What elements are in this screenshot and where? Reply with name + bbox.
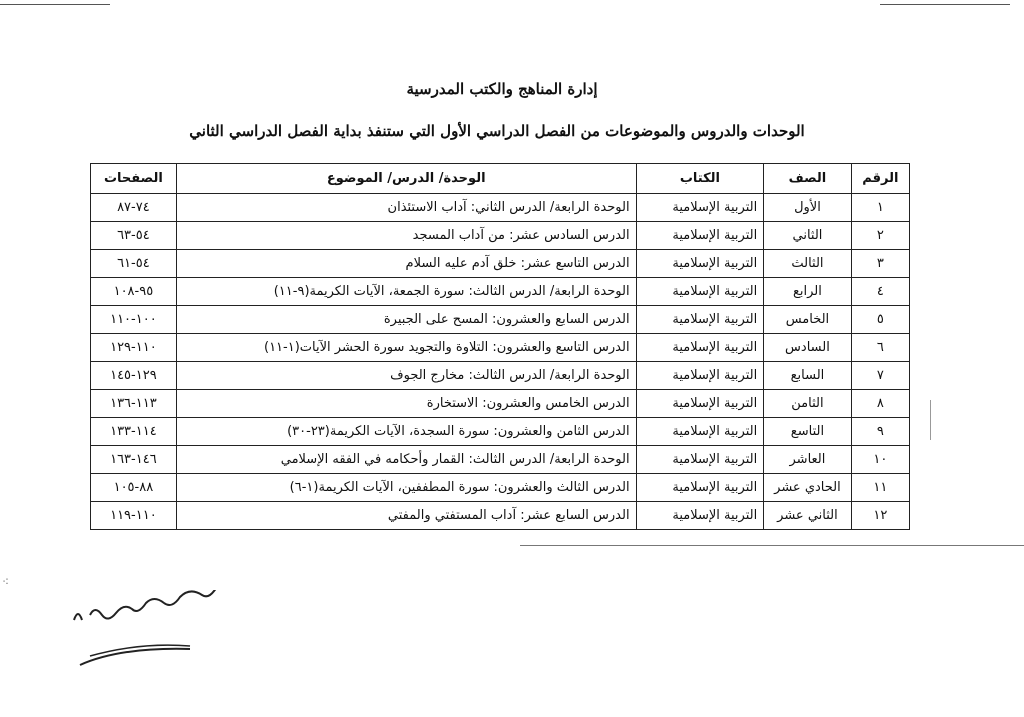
margin-mark: ⁖	[2, 575, 10, 589]
table-row	[91, 418, 910, 446]
row-book: التربية الإسلامية	[636, 194, 764, 222]
row-pages: ٩٥-١٠٨	[91, 278, 177, 306]
row-number: ٤	[851, 278, 909, 306]
row-number: ١٢	[851, 502, 909, 530]
document-heading: الوحدات والدروس والموضوعات من الفصل الدراسي الأول التي ستنفذ بداية الفصل الدراسي الثاني	[189, 122, 805, 140]
org-title: إدارة المناهج والكتب المدرسية	[406, 80, 598, 98]
row-grade: السادس	[764, 334, 852, 362]
table-row	[91, 446, 910, 474]
row-topic: الدرس الثامن والعشرون: سورة السجدة، الآيات الكريمة(٢٣-٣٠)	[176, 418, 636, 446]
row-book: التربية الإسلامية	[636, 250, 764, 278]
row-pages: ١١٠-١١٩	[91, 502, 177, 530]
table-row	[91, 194, 910, 222]
table-row	[91, 250, 910, 278]
row-grade: الثالث	[764, 250, 852, 278]
row-grade: الثاني عشر	[764, 502, 852, 530]
row-pages: ٥٤-٦٣	[91, 222, 177, 250]
row-pages: ٧٤-٨٧	[91, 194, 177, 222]
row-number: ١	[851, 194, 909, 222]
row-pages: ١٤٦-١٦٣	[91, 446, 177, 474]
row-topic: الوحدة الرابعة/ الدرس الثالث: مخارج الجوف	[176, 362, 636, 390]
row-number: ١١	[851, 474, 909, 502]
table-row	[91, 278, 910, 306]
row-pages: ٥٤-٦١	[91, 250, 177, 278]
row-number: ٧	[851, 362, 909, 390]
row-book: التربية الإسلامية	[636, 418, 764, 446]
row-book: التربية الإسلامية	[636, 502, 764, 530]
table-row	[91, 362, 910, 390]
row-book: التربية الإسلامية	[636, 474, 764, 502]
row-grade: العاشر	[764, 446, 852, 474]
row-grade: الثامن	[764, 390, 852, 418]
row-topic: الدرس السادس عشر: من آداب المسجد	[176, 222, 636, 250]
row-number: ٣	[851, 250, 909, 278]
table-header-row	[91, 164, 910, 194]
row-topic: الدرس التاسع عشر: خلق آدم عليه السلام	[176, 250, 636, 278]
row-topic: الدرس السابع والعشرون: المسح على الجبيرة	[176, 306, 636, 334]
row-book: التربية الإسلامية	[636, 278, 764, 306]
table-body	[91, 194, 910, 530]
column-header-topic: الوحدة/ الدرس/ الموضوع	[176, 164, 636, 194]
row-pages: ٨٨-١٠٥	[91, 474, 177, 502]
row-pages: ١١٤-١٣٣	[91, 418, 177, 446]
curriculum-table	[90, 163, 910, 530]
table-row	[91, 306, 910, 334]
row-pages: ١٠٠-١١٠	[91, 306, 177, 334]
row-topic: الدرس السابع عشر: آداب المستفتي والمفتي	[176, 502, 636, 530]
row-book: التربية الإسلامية	[636, 390, 764, 418]
row-grade: السابع	[764, 362, 852, 390]
row-topic: الدرس الثالث والعشرون: سورة المطففين، الآيات الكريمة(١-٦)	[176, 474, 636, 502]
row-book: التربية الإسلامية	[636, 222, 764, 250]
table-row	[91, 474, 910, 502]
handwritten-signature	[60, 590, 260, 680]
table-row	[91, 334, 910, 362]
column-header-grade: الصف	[764, 164, 852, 194]
row-topic: الدرس التاسع والعشرون: التلاوة والتجويد سورة الحشر الآيات(١-١١)	[176, 334, 636, 362]
column-header-pages: الصفحات	[91, 164, 177, 194]
table-row	[91, 222, 910, 250]
row-number: ٥	[851, 306, 909, 334]
row-number: ٩	[851, 418, 909, 446]
row-grade: الأول	[764, 194, 852, 222]
row-book: التربية الإسلامية	[636, 362, 764, 390]
row-grade: الحادي عشر	[764, 474, 852, 502]
row-book: التربية الإسلامية	[636, 334, 764, 362]
row-topic: الوحدة الرابعة/ الدرس الثاني: آداب الاستئذان	[176, 194, 636, 222]
row-grade: الثاني	[764, 222, 852, 250]
row-grade: التاسع	[764, 418, 852, 446]
row-topic: الدرس الخامس والعشرون: الاستخارة	[176, 390, 636, 418]
scan-edge-bottom	[520, 545, 1024, 546]
row-grade: الخامس	[764, 306, 852, 334]
row-number: ٦	[851, 334, 909, 362]
row-number: ٢	[851, 222, 909, 250]
table-row	[91, 502, 910, 530]
table-row	[91, 390, 910, 418]
row-topic: الوحدة الرابعة/ الدرس الثالث: القمار وأحكامه في الفقه الإسلامي	[176, 446, 636, 474]
row-pages: ١٢٩-١٤٥	[91, 362, 177, 390]
scan-edge-top-left	[0, 4, 110, 5]
scan-edge-top-right	[880, 4, 1010, 5]
scan-edge-right	[930, 400, 931, 440]
column-header-number: الرقم	[851, 164, 909, 194]
row-book: التربية الإسلامية	[636, 446, 764, 474]
row-pages: ١١٣-١٣٦	[91, 390, 177, 418]
row-grade: الرابع	[764, 278, 852, 306]
row-number: ١٠	[851, 446, 909, 474]
row-pages: ١١٠-١٢٩	[91, 334, 177, 362]
row-topic: الوحدة الرابعة/ الدرس الثالث: سورة الجمعة، الآيات الكريمة(٩-١١)	[176, 278, 636, 306]
row-number: ٨	[851, 390, 909, 418]
column-header-book: الكتاب	[636, 164, 764, 194]
row-book: التربية الإسلامية	[636, 306, 764, 334]
